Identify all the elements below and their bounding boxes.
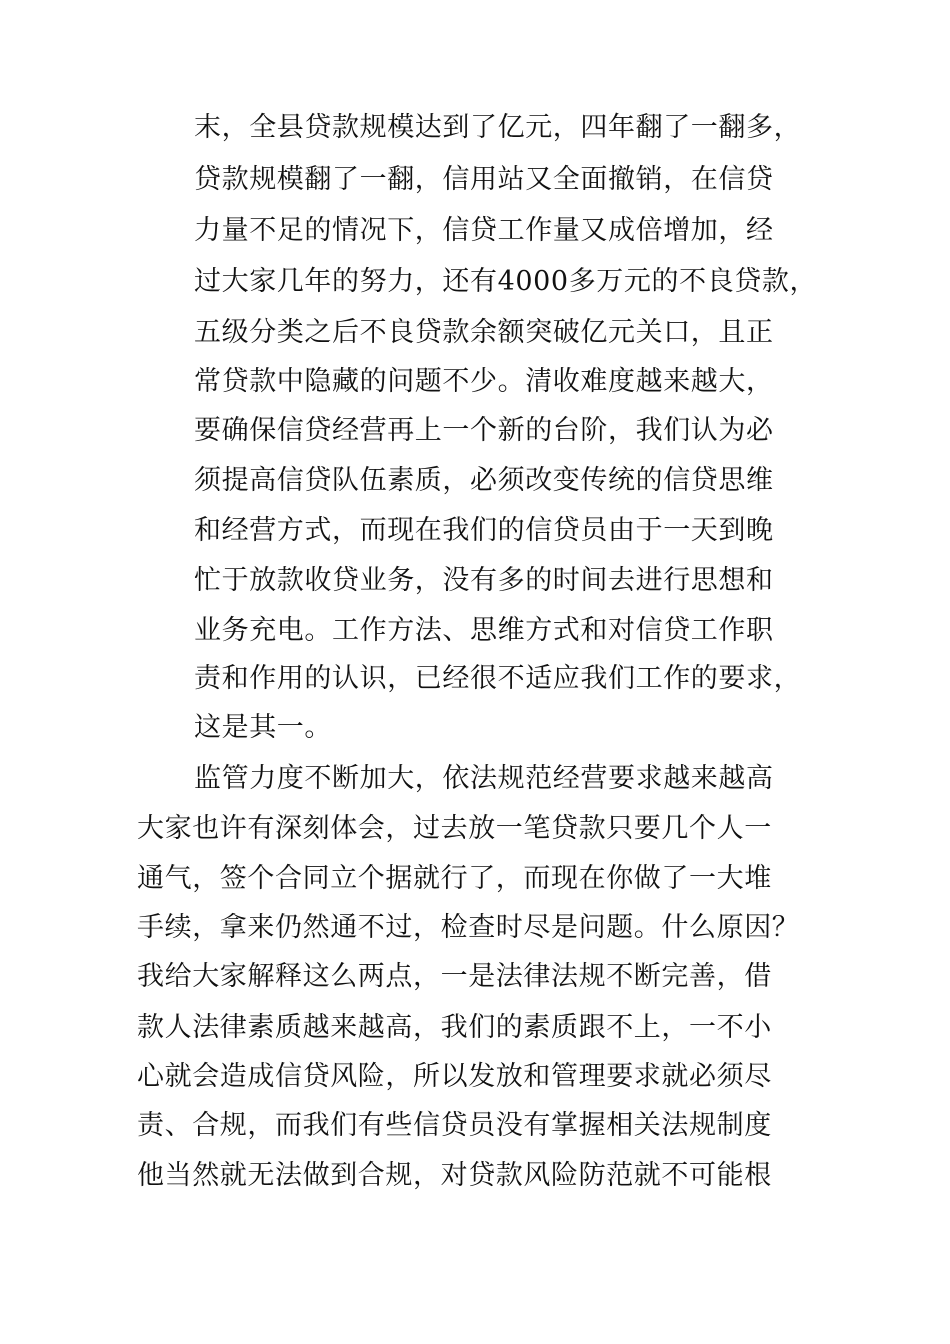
text-line: 通气，签个合同立个据就行了，而现在你做了一大堆 <box>137 863 772 894</box>
text-line: 力量不足的情况下，信贷工作量又成倍增加，经 <box>194 215 774 246</box>
text-line: 贷款规模翻了一翻，信用站又全面撤销，在信贷 <box>194 164 774 195</box>
text-line: 我给大家解释这么两点，一是法律法规不断完善，借 <box>137 961 772 992</box>
text-line: 款人法律素质越来越高，我们的素质跟不上，一不小 <box>137 1012 772 1043</box>
text-line: 心就会造成信贷风险，所以发放和管理要求就必须尽 <box>137 1061 772 1092</box>
text-line: 常贷款中隐藏的问题不少。清收难度越来越大， <box>194 366 774 397</box>
text-line: 业务充电。工作方法、思维方式和对信贷工作职 <box>194 615 774 646</box>
text-line: 忙于放款收贷业务，没有多的时间去进行思想和 <box>194 565 774 596</box>
text-line: 须提高信贷队伍素质，必须改变传统的信贷思维 <box>194 465 774 496</box>
text-line: 五级分类之后不良贷款余额突破亿元关口，且正 <box>194 317 774 348</box>
text-line: 责、合规，而我们有些信贷员没有掌握相关法规制度 <box>137 1110 772 1141</box>
text-line: 末，全县贷款规模达到了亿元，四年翻了一翻多， <box>194 112 802 143</box>
text-line: 这是其一。 <box>194 712 332 743</box>
text-line: 要确保信贷经营再上一个新的台阶，我们认为必 <box>194 415 774 446</box>
text-line: 大家也许有深刻体会，过去放一笔贷款只要几个人一 <box>137 813 772 844</box>
paragraph-first-line: 监管力度不断加大，依法规范经营要求越来越高 <box>194 763 774 794</box>
text-line: 责和作用的认识，已经很不适应我们工作的要求， <box>194 663 802 694</box>
text-line: 过大家几年的努力，还有4000多万元的不良贷款， <box>194 266 818 297</box>
text-line: 手续，拿来仍然通不过，检查时尽是问题。什么原因？ <box>137 912 800 943</box>
text-line: 和经营方式，而现在我们的信贷员由于一天到晚 <box>194 515 774 546</box>
text-line: 他当然就无法做到合规，对贷款风险防范就不可能根 <box>137 1160 772 1191</box>
